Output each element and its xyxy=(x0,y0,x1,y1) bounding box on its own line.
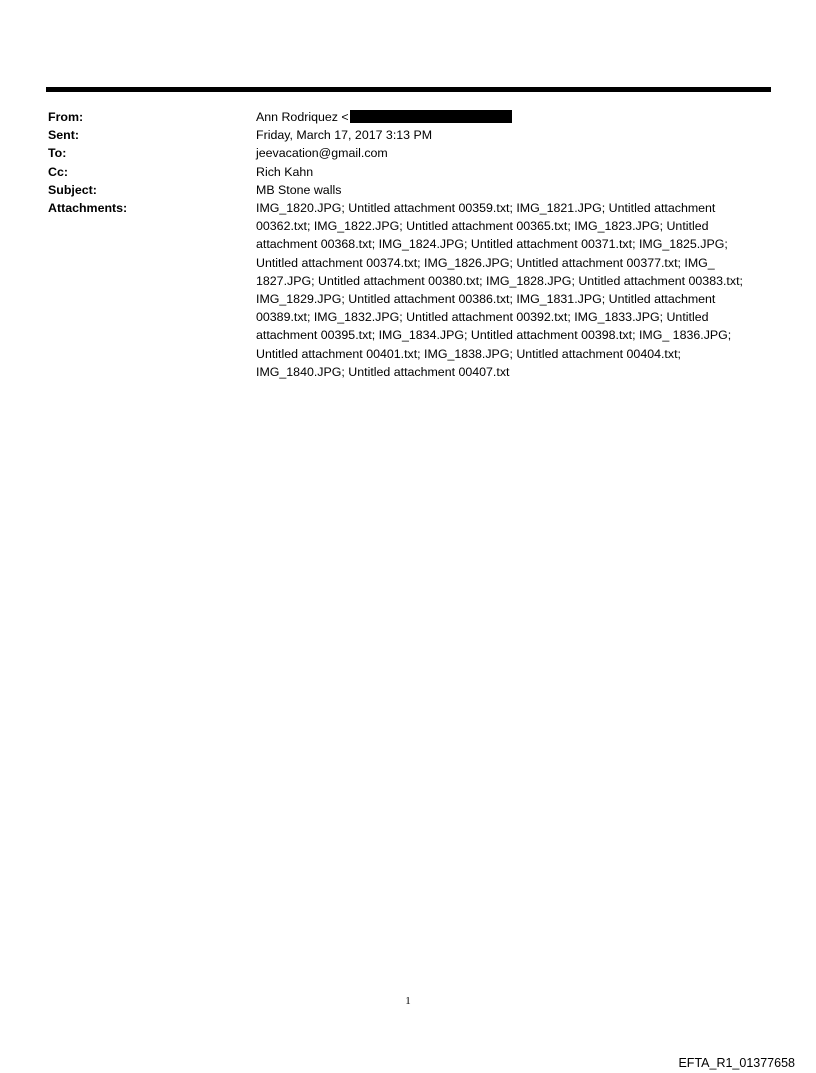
from-value: Ann Rodriquez < xyxy=(256,110,349,124)
cc-value: Rich Kahn xyxy=(256,164,314,179)
from-label: From: xyxy=(48,110,84,124)
sent-row xyxy=(48,126,760,144)
bates-number: EFTA_R1_01377658 xyxy=(678,1056,795,1070)
attachments-label: Attachments: xyxy=(48,201,128,216)
attachments-value: IMG_1820.JPG; Untitled attachment 00359.txt; IMG_1821.JPG; Untitled attachment 00362.txt; IMG_1822.JPG; Untitled attachment 00365.txt; IMG_1823.JPG; Untitled attachment 00368.txt; IMG_1824.JPG; Untitled attachment 00371.txt; IMG_1825.JPG; Untitled attachment 00374.txt; IMG_1826.JPG; Untitled attachment 00377.txt; IMG_ 1827.JPG; Untitled attachment 00380.txt; IMG_1828.JPG; Untitled attachment 00383.txt; IMG_1829.JPG; Untitled attachment 00386.txt; IMG_1831.JPG; Untitled attachment 00389.txt; IMG_1832.JPG; Untitled attachment 00392.txt; IMG_1833.JPG; Untitled attachment 00395.txt; IMG_1834.JPG; Untitled attachment 00398.txt; IMG_ 1836.JPG; Untitled attachment 00401.txt; IMG_1838.JPG; Untitled attachment 00404.txt; IMG_1840.JPG; Untitled attachment 00407.txt xyxy=(256,201,743,379)
header-divider-rule xyxy=(46,87,771,92)
to-row xyxy=(48,144,760,162)
sent-value: Friday, March 17, 2017 3:13 PM xyxy=(256,128,433,143)
attachments-row xyxy=(48,199,760,381)
cc-label: Cc: xyxy=(48,164,68,179)
subject-label: Subject: xyxy=(48,182,97,197)
to-value: jeevacation@gmail.com xyxy=(256,146,388,161)
email-header xyxy=(48,108,760,381)
to-label: To: xyxy=(48,146,67,161)
from-row xyxy=(48,108,760,126)
redaction-block xyxy=(350,110,512,123)
from-value-wrapper xyxy=(256,108,760,126)
sent-label: Sent: xyxy=(48,128,79,143)
subject-value: MB Stone walls xyxy=(256,182,342,197)
subject-row xyxy=(48,181,760,199)
cc-row xyxy=(48,163,760,181)
page-number: 1 xyxy=(405,995,411,1007)
